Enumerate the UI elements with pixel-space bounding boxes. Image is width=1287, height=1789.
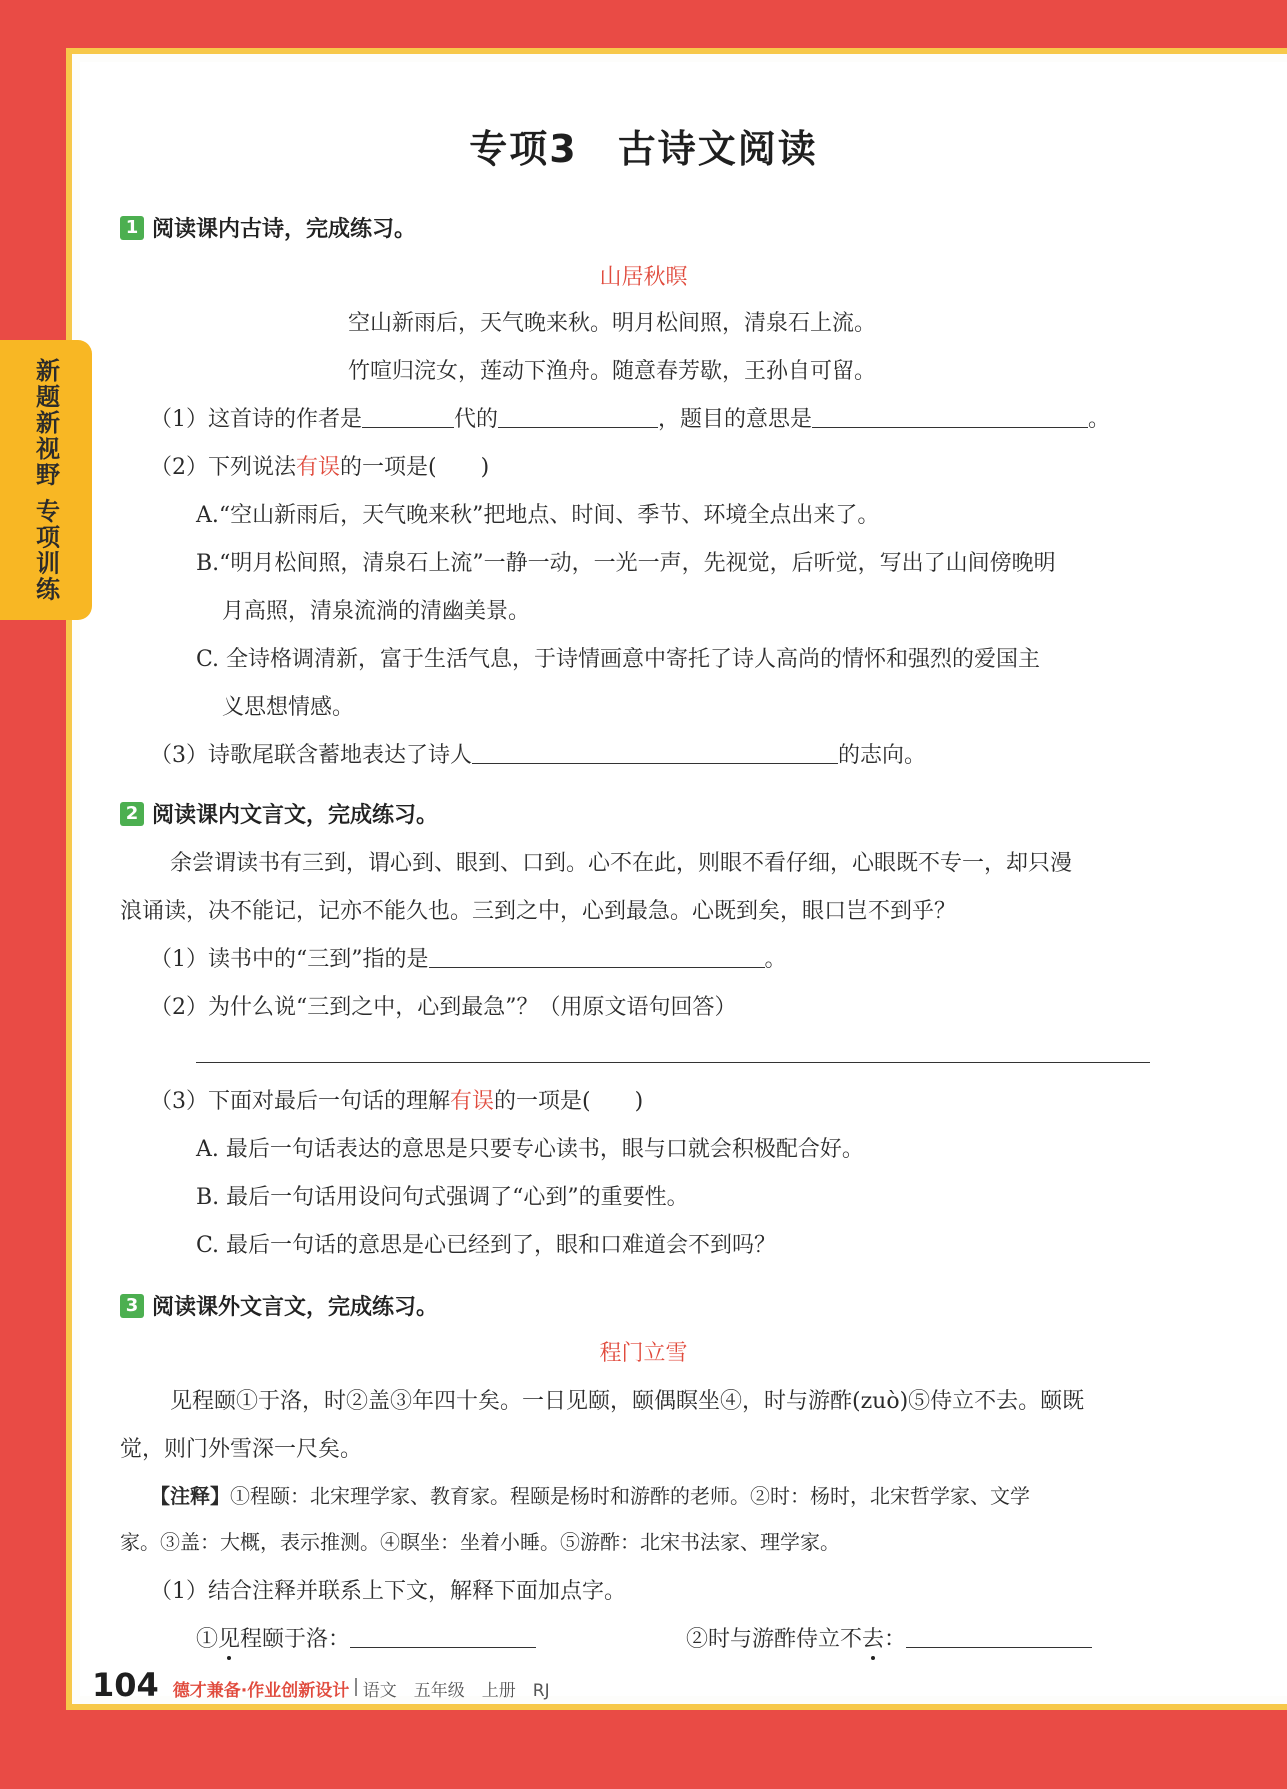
section-2-heading [120,798,438,829]
poem-title: 山居秋暝 [599,265,688,290]
poem-line-1: 空山新雨后，天气晚来秋。明月松间照，清泉石上流。 [348,311,877,336]
s2-passage-2: 浪诵读，决不能记，记亦不能久也。三到之中，心到最急。心既到矣，眼口岂不到乎？ [120,899,957,924]
q-text: （1）读书中的“三到”指的是 [150,947,429,972]
q-text: ： [884,1627,907,1652]
s1-question-2 [150,450,489,481]
section-3-title: 阅读课外文言文，完成练习。 [152,1295,439,1320]
note-label: 【注释】 [150,1484,230,1508]
q-highlight: 有误 [296,455,341,480]
s1-option-b-2: 月高照，清泉流淌的清幽美景。 [222,599,531,624]
s2-option-a: A. 最后一句话表达的意思是只要专心读书，眼与口就会积极配合好。 [196,1137,864,1162]
s2-option-b: B. 最后一句话用设问句式强调了“心到”的重要性。 [196,1185,689,1210]
answer-blank-dynasty[interactable] [362,407,454,428]
q-text: 。 [1088,407,1111,432]
s3-notes-1 [150,1480,1030,1509]
dotted-char: 去 [862,1627,885,1652]
s3-question-1: （1）结合注释并联系上下文，解释下面加点字。 [150,1579,626,1604]
answer-blank-title-meaning[interactable] [812,407,1088,428]
page-footer [92,1666,550,1704]
q-highlight: 有误 [450,1089,495,1114]
s1-question-3 [150,738,926,769]
s1-option-a: A.“空山新雨后，天气晚来秋”把地点、时间、季节、环境全点出来了。 [196,503,880,528]
page-number: 104 [92,1666,159,1704]
q-text: 程颐于洛： [240,1627,351,1652]
book-info: 语文 五年级 上册 RJ [362,1681,550,1701]
s2-question-3 [150,1084,643,1115]
q-text: 的志向。 [838,743,927,768]
q-text: （3）下面对最后一句话的理解 [150,1089,450,1114]
section-3-number: 3 [120,1294,144,1318]
section-3-heading [120,1290,438,1321]
s2-passage-1: 余尝谓读书有三到，谓心到、眼到、口到。心不在此，则眼不看仔细，心眼既不专一，却只漫 [170,851,1073,876]
answer-blank-aspiration[interactable] [472,743,838,764]
s2-question-1 [150,942,787,973]
s2-option-c: C. 最后一句话的意思是心已经到了，眼和口难道会不到吗？ [196,1233,777,1258]
s1-option-b-1: B.“明月松间照，清泉石上流”一静一动，一光一声，先视觉，后听觉，写出了山间傍晚明 [196,551,1056,576]
answer-blank-author[interactable] [498,407,658,428]
s3-sub-1 [196,1622,536,1653]
answer-blank-jian[interactable] [350,1627,536,1648]
section-2-number: 2 [120,802,144,826]
section-1-heading [120,212,416,243]
s3-passage-1: 见程颐①于洛，时②盖③年四十矣。一日见颐，颐偶瞑坐④，时与游酢(zuò)⑤侍立不去。颐既 [170,1389,1085,1414]
page-title: 专项3 古诗文阅读 [469,127,818,171]
s3-notes-2: 家。③盖：大概，表示推测。④瞑坐：坐着小睡。⑤游酢：北宋书法家、理学家。 [120,1530,840,1554]
story-title: 程门立雪 [599,1341,688,1366]
answer-blank-qu[interactable] [906,1627,1092,1648]
q-text: 的一项是( ) [340,455,490,480]
s1-option-c-1: C. 全诗格调清新，富于生活气息，于诗情画意中寄托了诗人高尚的情怀和强烈的爱国主 [196,647,1041,672]
section-1-number: 1 [120,216,144,240]
section-2-title: 阅读课内文言文，完成练习。 [152,803,439,828]
q-text: （2）下列说法 [150,455,296,480]
q-text: 代的 [454,407,499,432]
q-text: ②时与游酢侍立不 [686,1627,863,1652]
side-tab-label: 新题新视野 专项训练 [31,357,60,603]
section-1-title: 阅读课内古诗，完成练习。 [152,217,417,242]
q-text: 的一项是( ) [494,1089,644,1114]
poem-line-2: 竹喧归浣女，莲动下渔舟。随意春芳歇，王孙自可留。 [348,359,877,384]
side-tab [0,340,92,620]
q-text: 。 [764,947,787,972]
dotted-char: 见 [218,1627,241,1652]
answer-line-long[interactable] [196,1062,1150,1063]
answer-blank-three-to[interactable] [429,947,765,968]
q-text: ① [196,1627,219,1652]
q-text: （3）诗歌尾联含蓄地表达了诗人 [150,743,472,768]
q-text: （1）这首诗的作者是 [150,407,362,432]
footer-divider [355,1678,357,1696]
s1-question-1 [150,402,1110,433]
q-text: ，题目的意思是 [658,407,813,432]
s1-option-c-2: 义思想情感。 [222,695,355,720]
s2-question-2: （2）为什么说“三到之中，心到最急”？（用原文语句回答） [150,995,737,1020]
note-text: ①程颐：北宋理学家、教育家。程颐是杨时和游酢的老师。②时：杨时，北宋哲学家、文学 [230,1484,1030,1508]
s3-sub-2 [686,1622,1092,1653]
s3-passage-2: 觉，则门外雪深一尺矣。 [120,1437,363,1462]
series-brand: 德才兼备·作业创新设计 [172,1681,350,1701]
